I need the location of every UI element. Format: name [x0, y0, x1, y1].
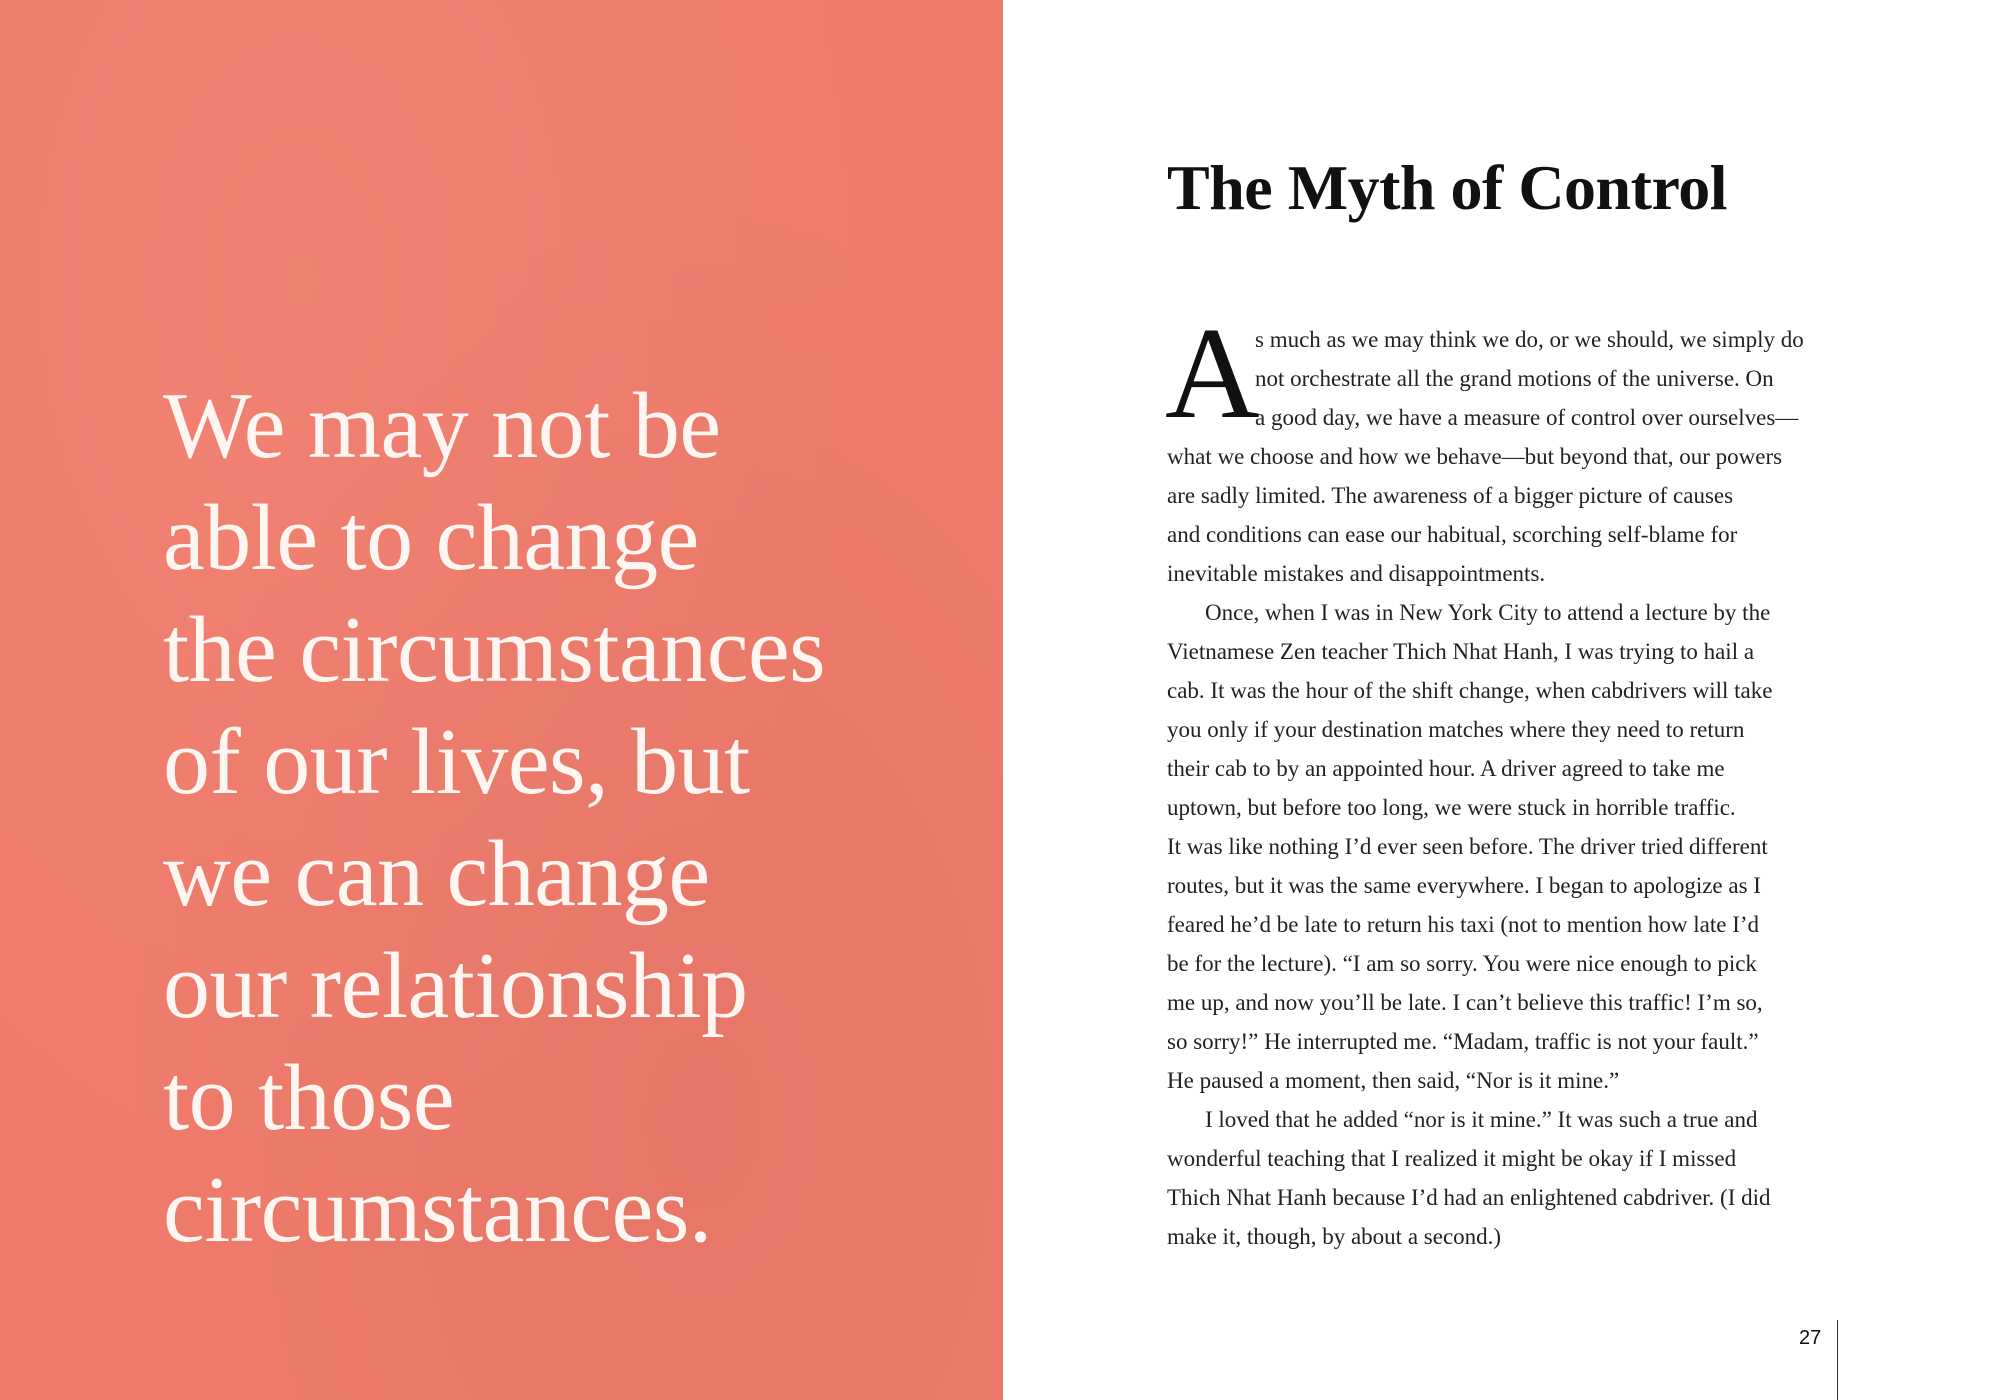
text-line: be for the lecture). “I am so sorry. You were nice enough to pick — [1167, 951, 1757, 976]
page-number: 27 — [1799, 1327, 1822, 1349]
pull-quote-line: we can change — [163, 822, 710, 926]
text-line: uptown, but before too long, we were stuck in horrible traffic. — [1167, 795, 1736, 820]
text-line: Once, when I was in New York City to attend a lecture by the — [1205, 600, 1771, 625]
pull-quote-line: our relationship — [163, 934, 748, 1038]
drop-cap: A — [1165, 301, 1260, 446]
text-line: are sadly limited. The awareness of a bigger picture of causes — [1167, 483, 1734, 508]
paragraph-2 — [1167, 593, 1867, 1100]
right-page-text — [1003, 0, 2000, 1400]
text-line: and conditions can ease our habitual, scorching self-blame for — [1167, 522, 1738, 547]
text-line: you only if your destination matches where they need to return — [1167, 717, 1745, 742]
text-line: I loved that he added “nor is it mine.” It was such a true and — [1205, 1107, 1758, 1132]
text-line: He paused a moment, then said, “Nor is it mine.” — [1167, 1068, 1620, 1093]
folio-rule-divider — [1837, 1320, 1838, 1400]
text-line: Thich Nhat Hanh because I’d had an enlightened cabdriver. (I did — [1167, 1185, 1771, 1210]
pull-quote-line: We may not be — [163, 374, 721, 478]
text-line: s much as we may think we do, or we should, we simply do — [1255, 327, 1804, 352]
text-line: feared he’d be late to return his taxi (not to mention how late I’d — [1167, 912, 1760, 937]
pull-quote-line: circumstances. — [163, 1158, 712, 1262]
text-line: routes, but it was the same everywhere. I began to apologize as I — [1167, 873, 1761, 898]
text-line: make it, though, by about a second.) — [1167, 1224, 1502, 1249]
paragraph-1 — [1165, 301, 1867, 593]
pull-quote-line: of our lives, but — [163, 710, 750, 814]
text-line: what we choose and how we behave—but beyond that, our powers — [1167, 444, 1783, 469]
text-line: It was like nothing I’d ever seen before. The driver tried different — [1167, 834, 1768, 859]
pull-quote-line: the circumstances — [163, 598, 826, 702]
paragraph-3 — [1167, 1100, 1867, 1256]
text-line: a good day, we have a measure of control over ourselves— — [1255, 405, 1799, 430]
pull-quote-line: to those — [163, 1046, 455, 1150]
body-text — [1165, 301, 1867, 1256]
text-line: me up, and now you’ll be late. I can’t believe this traffic! I’m so, — [1167, 990, 1763, 1015]
pull-quote-line: able to change — [163, 486, 699, 590]
text-line: not orchestrate all the grand motions of the universe. On — [1255, 366, 1774, 391]
text-line: cab. It was the hour of the shift change, when cabdrivers will take — [1167, 678, 1773, 703]
text-line: their cab to by an appointed hour. A driver agreed to take me — [1167, 756, 1725, 781]
text-line: inevitable mistakes and disappointments. — [1167, 561, 1546, 586]
text-line: so sorry!” He interrupted me. “Madam, traffic is not your fault.” — [1167, 1029, 1759, 1054]
text-line: wonderful teaching that I realized it might be okay if I missed — [1167, 1146, 1737, 1171]
text-line: Vietnamese Zen teacher Thich Nhat Hanh, I was trying to hail a — [1167, 639, 1755, 664]
chapter-title: The Myth of Control — [1167, 152, 1727, 223]
pull-quote — [163, 370, 983, 1266]
